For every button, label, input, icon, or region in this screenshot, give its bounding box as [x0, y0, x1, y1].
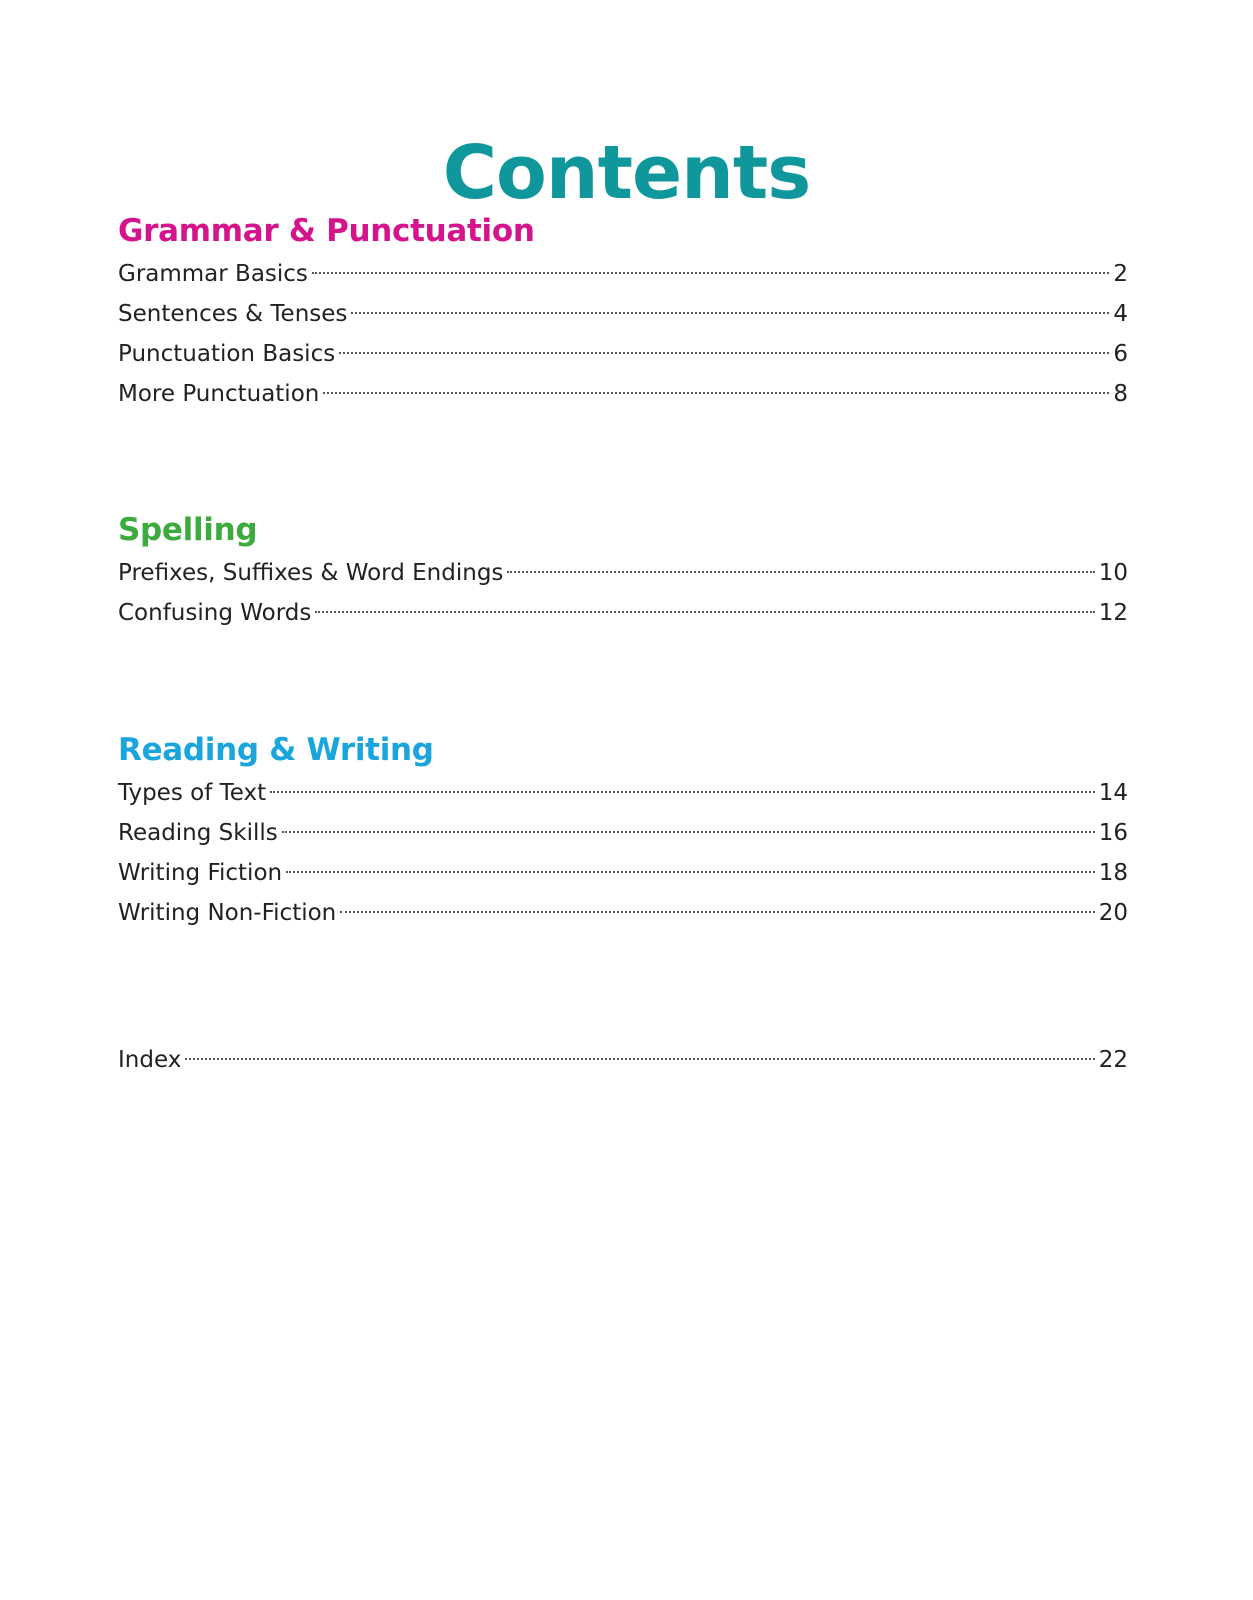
page-title: Contents	[442, 129, 811, 216]
toc-entry-sentences-tenses[interactable]	[118, 294, 1128, 334]
toc-entry-page-number: 10	[1098, 560, 1128, 586]
toc-entry-page-number: 18	[1098, 860, 1128, 886]
toc-entry-confusing-words[interactable]	[118, 593, 1128, 633]
section-heading-reading: Reading & Writing	[118, 732, 434, 768]
toc-entry-writing-non-fiction[interactable]	[118, 893, 1128, 933]
toc-entry-page-number: 14	[1098, 780, 1128, 806]
toc-entry-more-punctuation[interactable]	[118, 374, 1128, 414]
toc-entry-page-number: 20	[1098, 900, 1128, 926]
toc-entry-label: Reading Skills	[118, 820, 278, 846]
toc-entry-types-of-text[interactable]	[118, 773, 1128, 813]
toc-entry-page-number: 2	[1113, 261, 1128, 287]
toc-entry-label: Sentences & Tenses	[118, 301, 348, 327]
dot-leader	[340, 911, 1094, 913]
toc-entry-page-number: 8	[1113, 381, 1128, 407]
toc-entry-label: Grammar Basics	[118, 261, 308, 287]
section-index	[118, 1040, 1128, 1080]
dot-leader	[270, 791, 1095, 793]
section-grammar-punctuation	[118, 212, 1128, 414]
section-heading-spelling: Spelling	[118, 512, 258, 548]
toc-entry-page-number: 12	[1098, 600, 1128, 626]
dot-leader	[286, 871, 1095, 873]
toc-entry-reading-skills[interactable]	[118, 813, 1128, 853]
section-spelling	[118, 511, 1128, 633]
toc-entry-label: Prefixes, Suffixes & Word Endings	[118, 560, 504, 586]
dot-leader	[507, 571, 1094, 573]
section-heading-grammar: Grammar & Punctuation	[118, 213, 535, 249]
toc-entry-page-number: 22	[1098, 1047, 1128, 1073]
toc-entry-label: Writing Non-Fiction	[118, 900, 337, 926]
toc-entry-punctuation-basics[interactable]	[118, 334, 1128, 374]
dot-leader	[312, 272, 1109, 274]
dot-leader	[323, 392, 1109, 394]
dot-leader	[185, 1058, 1094, 1060]
toc-entry-label: Index	[118, 1047, 182, 1073]
toc-entry-page-number: 4	[1113, 301, 1128, 327]
dot-leader	[339, 352, 1109, 354]
toc-entry-grammar-basics[interactable]	[118, 254, 1128, 294]
section-reading-writing	[118, 731, 1128, 933]
toc-entry-label: Types of Text	[118, 780, 267, 806]
toc-entry-label: Punctuation Basics	[118, 341, 336, 367]
toc-entry-index[interactable]	[118, 1040, 1128, 1080]
toc-entry-page-number: 16	[1098, 820, 1128, 846]
toc-entry-prefixes-suffixes[interactable]	[118, 553, 1128, 593]
dot-leader	[315, 611, 1094, 613]
toc-entry-label: Confusing Words	[118, 600, 312, 626]
toc-entry-label: More Punctuation	[118, 381, 320, 407]
dot-leader	[351, 312, 1109, 314]
toc-entry-writing-fiction[interactable]	[118, 853, 1128, 893]
toc-entry-label: Writing Fiction	[118, 860, 283, 886]
dot-leader	[282, 831, 1095, 833]
toc-entry-page-number: 6	[1113, 341, 1128, 367]
